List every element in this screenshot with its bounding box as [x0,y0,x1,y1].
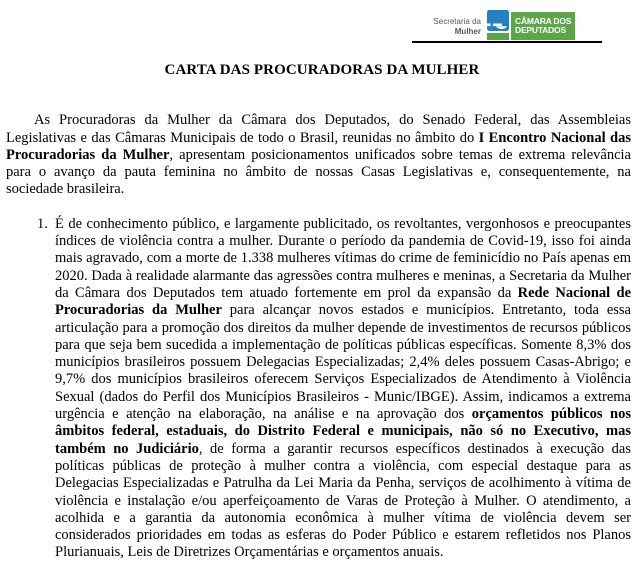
list-item-1 [37,215,632,562]
list-item-1-text: É de conhecimento público, e largamente publicitado, os revoltantes, vergonhosos e preocupantes índices de violência contra a mulher. Durante o período da pandemia de Covid-19, isso foi ainda mais agravado, com a morte de 1.338 mulheres vítimas do crime de feminicídio no País apenas em 2020. Dada à realidade alarmante das agressões contra mulheres e meninas, a Secretaria da Mulher da Câmara dos Deputados tem atuado fortemente em prol da expansão da Rede Nacional de Procuradorias da Mulher para alcançar novos estados e municípios. Entretanto, toda essa articulação para a promoção dos direitos da mulher depende de investimentos de recursos públicos para que seja bem sucedida a implementação de políticas públicas específicas. Somente 8,3% dos municípios brasileiros possuem Delegacias Especializadas; 2,4% deles possuem Casas-Abrigo; e 9,7% dos municípios brasileiros oferecem Serviços Especializados de Atendimento à Violência Sexual (dados do Perfil dos Municípios Brasileiros - Munic/IBGE). Assim, indicamos a extrema urgência e atenção na elaboração, na análise e na aprovação dos orçamentos públicos nos âmbitos federal, estaduais, do Distrito Federal e municipais, não só no Executivo, mas também no Judiciário, de forma a garantir recursos específicos destinados à execução das políticas públicas de proteção à mulher contra a violência, com especial destaque para as Delegacias Especializadas e Patrulha da Lei Maria da Penha, serviços de acolhimento à vítima de violência e instalação e/ou aperfeiçoamento de Varas de Proteção à Mulher. O atendimento, a acolhida e a garantia da autonomia econômica à mulher vítima de violência devem ser considerados prioridades em todas as esferas do Poder Público e estarem refletidos nos Planos Plurianuais, Leis de Diretrizes Orçamentárias e orçamentos anuais. [55,215,632,561]
secretaria-label-line2: Mulher [454,26,481,36]
camara-wordmark-line1: CÂMARA DOS [515,15,572,26]
letterhead-rule [412,41,602,43]
secretaria-da-mulher-label [433,10,487,36]
letterhead [0,0,644,43]
camara-dome-icon [487,10,509,40]
camara-wordmark-line2: DEPUTADOS [515,25,566,35]
intro-paragraph: As Procuradoras da Mulher da Câmara dos Deputados, do Senado Federal, das Assembleias Legislativas e das Câmaras Municipais de todo o Brasil, reunidas no âmbito do I Encontro Nacional das Procuradorias da Mulher, apresentam posicionamentos unificados sobre temas de extrema relevância para o avanço da pauta feminina no âmbito de nossas Casas Legislativas e, consequentemente, na sociedade brasileira. [6,112,631,198]
page-title: CARTA DAS PROCURADORAS DA MULHER [164,62,480,78]
camara-wordmark [511,12,575,40]
numbered-list [0,216,644,562]
list-item-1-number: 1. [37,215,48,232]
secretaria-label-line1: Secretaria da [433,17,481,26]
camara-dos-deputados-logo [433,10,575,40]
